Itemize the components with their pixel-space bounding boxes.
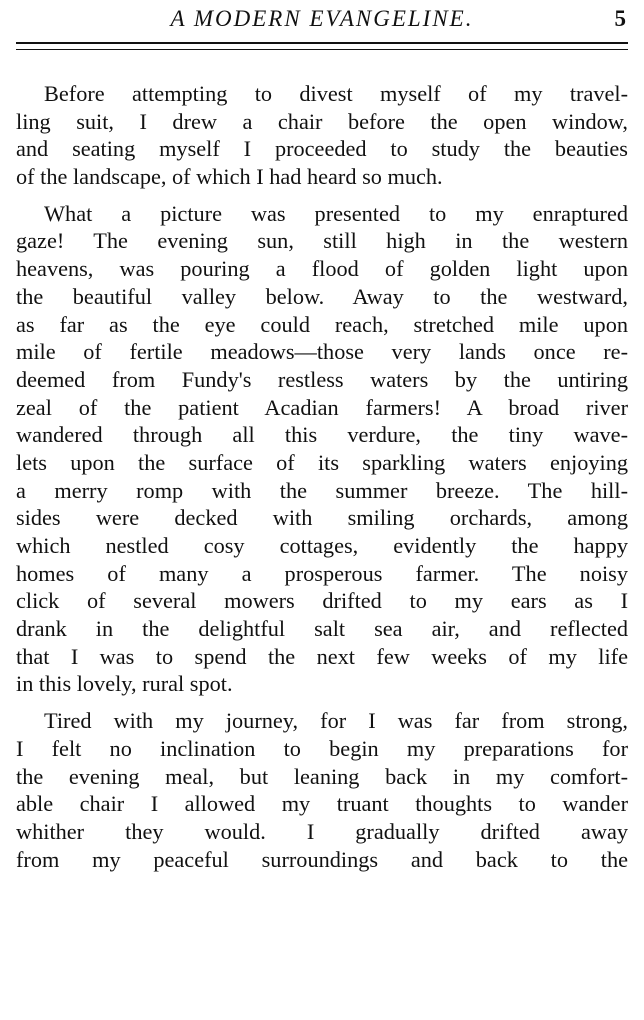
text-line: Before attempting to divest myself of my travel- <box>44 81 628 106</box>
text-line: a merry romp with the summer breeze. The hill- <box>16 477 628 503</box>
text-line: in this lovely, rural spot. <box>16 671 233 697</box>
body-text <box>16 80 628 873</box>
text-line: the beautiful valley below. Away to the westward, <box>16 283 628 309</box>
text-line: click of several mowers drifted to my ears as I <box>16 588 628 614</box>
text-line: What a picture was presented to my enraptured <box>44 200 628 226</box>
text-line: that I was to spend the next few weeks of my life <box>16 643 628 669</box>
text-line: ling suit, I drew a chair before the open window, <box>16 108 628 134</box>
text-line: homes of many a prosperous farmer. The noisy <box>16 560 628 586</box>
text-line: zeal of the patient Acadian farmers! A broad river <box>16 394 628 420</box>
text-line: wandered through all this verdure, the tiny wave- <box>16 422 628 448</box>
page-number: 5 <box>614 6 626 31</box>
running-title: A MODERN EVANGELINE. <box>170 6 474 31</box>
text-line: the evening meal, but leaning back in my comfort- <box>16 763 628 789</box>
text-line: able chair I allowed my truant thoughts to wander <box>16 791 628 817</box>
text-line: heavens, was pouring a flood of golden light upon <box>16 256 628 282</box>
running-head <box>0 2 644 36</box>
text-line: gaze! The evening sun, still high in the western <box>16 228 628 254</box>
text-line: of the landscape, of which I had heard so much. <box>16 164 443 190</box>
header-rule-thick <box>16 42 628 44</box>
text-line: sides were decked with smiling orchards, among <box>16 505 628 531</box>
paragraph-1 <box>16 80 628 191</box>
text-line: drank in the delightful salt sea air, and reflected <box>16 616 628 642</box>
text-line: and seating myself I proceeded to study the beauties <box>16 136 628 162</box>
header-rule-thin <box>16 49 628 50</box>
text-line: I felt no inclination to begin my preparations for <box>16 735 628 761</box>
text-line: mile of fertile meadows—those very lands once re- <box>16 339 628 365</box>
paragraph-3 <box>16 707 628 873</box>
text-line: Tired with my journey, for I was far from strong, <box>44 708 628 734</box>
text-line: as far as the eye could reach, stretched mile upon <box>16 311 628 337</box>
text-line: whither they would. I gradually drifted away <box>16 818 628 844</box>
text-line: lets upon the surface of its sparkling waters enjoying <box>16 449 628 475</box>
text-line: deemed from Fundy's restless waters by the untiring <box>16 366 628 392</box>
text-line: which nestled cosy cottages, evidently the happy <box>16 533 628 558</box>
text-line: from my peaceful surroundings and back to the <box>16 846 628 872</box>
paragraph-2 <box>16 200 628 698</box>
